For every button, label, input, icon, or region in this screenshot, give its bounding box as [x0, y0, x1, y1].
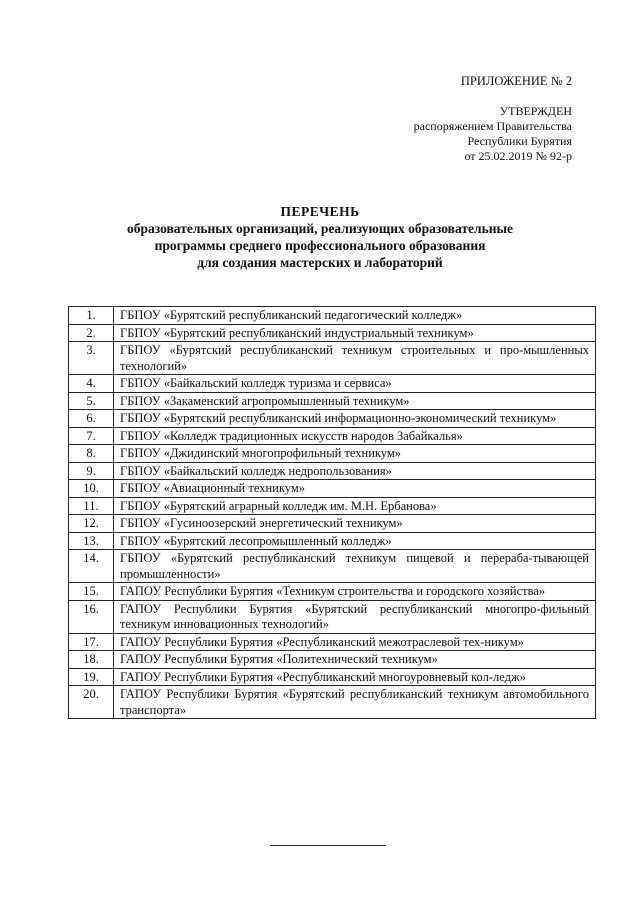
row-number: 6.: [69, 410, 114, 428]
title-heading: ПЕРЕЧЕНЬ: [280, 204, 360, 219]
row-number: 9.: [69, 462, 114, 480]
row-number: 13.: [69, 532, 114, 550]
organization-name: ГБПОУ «Авиационный техникум»: [114, 480, 596, 498]
table-row: [69, 427, 596, 445]
organization-name: ГБПОУ «Бурятский республиканский техникум пищевой и перераба-тывающей промышленности»: [114, 550, 596, 583]
organizations-table: [68, 306, 596, 719]
organization-name: ГБПОУ «Бурятский республиканский техникум строительных и про-мышленных технологий»: [114, 342, 596, 375]
organization-name: ГБПОУ «Закаменский агропромышленный техникум»: [114, 392, 596, 410]
closing-line: [270, 845, 386, 846]
row-number: 7.: [69, 427, 114, 445]
approved-by-line: распоряжением Правительства: [413, 119, 572, 133]
approval-block: [414, 74, 572, 164]
table-row: [69, 550, 596, 583]
title-line-1: образовательных организаций, реализующих образовательные: [126, 221, 514, 236]
organization-name: ГБПОУ «Колледж традиционных искусств народов Забайкалья»: [114, 427, 596, 445]
title-line-3: для создания мастерских и лабораторий: [197, 255, 443, 270]
organization-name: ГБПОУ «Бурятский республиканский информационно-экономический техникум»: [114, 410, 596, 428]
organization-name: ГБПОУ «Байкальский колледж недропользования»: [114, 462, 596, 480]
table-row: [69, 583, 596, 601]
row-number: 4.: [69, 375, 114, 393]
table-row: [69, 532, 596, 550]
document-title: [0, 203, 640, 271]
row-number: 1.: [69, 307, 114, 325]
title-line-2: программы среднего профессионального образования: [154, 238, 486, 253]
organization-name: ГБПОУ «Бурятский республиканский индустриальный техникум»: [114, 324, 596, 342]
table-row: [69, 462, 596, 480]
table-row: [69, 392, 596, 410]
row-number: 10.: [69, 480, 114, 498]
appendix-label: ПРИЛОЖЕНИЕ № 2: [460, 74, 572, 88]
table-row: [69, 515, 596, 533]
row-number: 3.: [69, 342, 114, 375]
table-row: [69, 324, 596, 342]
organization-name: ГАПОУ Республики Бурятия «Политехнический техникум»: [114, 651, 596, 669]
order-date-number: от 25.02.2019 № 92-р: [464, 149, 572, 163]
table-row: [69, 668, 596, 686]
table-row: [69, 375, 596, 393]
row-number: 15.: [69, 583, 114, 601]
organization-name: ГБПОУ «Бурятский лесопромышленный колледж»: [114, 532, 596, 550]
row-number: 20.: [69, 686, 114, 719]
organization-name: ГАПОУ Республики Бурятия «Техникум строительства и городского хозяйства»: [114, 583, 596, 601]
row-number: 12.: [69, 515, 114, 533]
table-row: [69, 497, 596, 515]
organization-name: ГБПОУ «Гусиноозерский энергетический техникум»: [114, 515, 596, 533]
row-number: 16.: [69, 600, 114, 633]
organization-name: ГАПОУ Республики Бурятия «Республиканский межотраслевой тех-никум»: [114, 633, 596, 651]
organization-name: ГБПОУ «Байкальский колледж туризма и сервиса»: [114, 375, 596, 393]
organization-name: ГБПОУ «Бурятский аграрный колледж им. М.Н. Ербанова»: [114, 497, 596, 515]
row-number: 14.: [69, 550, 114, 583]
row-number: 18.: [69, 651, 114, 669]
table-row: [69, 342, 596, 375]
organization-name: ГАПОУ Республики Бурятия «Республиканский многоуровневый кол-ледж»: [114, 668, 596, 686]
organization-name: ГБПОУ «Бурятский республиканский педагогический колледж»: [114, 307, 596, 325]
table-row: [69, 445, 596, 463]
organization-name: ГАПОУ Республики Бурятия «Бурятский республиканский многопро-фильный техникум инновационных технологий»: [114, 600, 596, 633]
row-number: 5.: [69, 392, 114, 410]
table-row: [69, 410, 596, 428]
organization-name: ГАПОУ Республики Бурятия «Бурятский республиканский техникум автомобильного транспорта»: [114, 686, 596, 719]
row-number: 19.: [69, 668, 114, 686]
row-number: 11.: [69, 497, 114, 515]
table-row: [69, 686, 596, 719]
table-row: [69, 600, 596, 633]
row-number: 2.: [69, 324, 114, 342]
approved-by-region: Республики Бурятия: [467, 134, 572, 148]
table-row: [69, 480, 596, 498]
table-row: [69, 633, 596, 651]
approved-label: УТВЕРЖДЕН: [499, 104, 572, 118]
row-number: 17.: [69, 633, 114, 651]
table-row: [69, 307, 596, 325]
row-number: 8.: [69, 445, 114, 463]
table-row: [69, 651, 596, 669]
organization-name: ГБПОУ «Джидинский многопрофильный техникум»: [114, 445, 596, 463]
